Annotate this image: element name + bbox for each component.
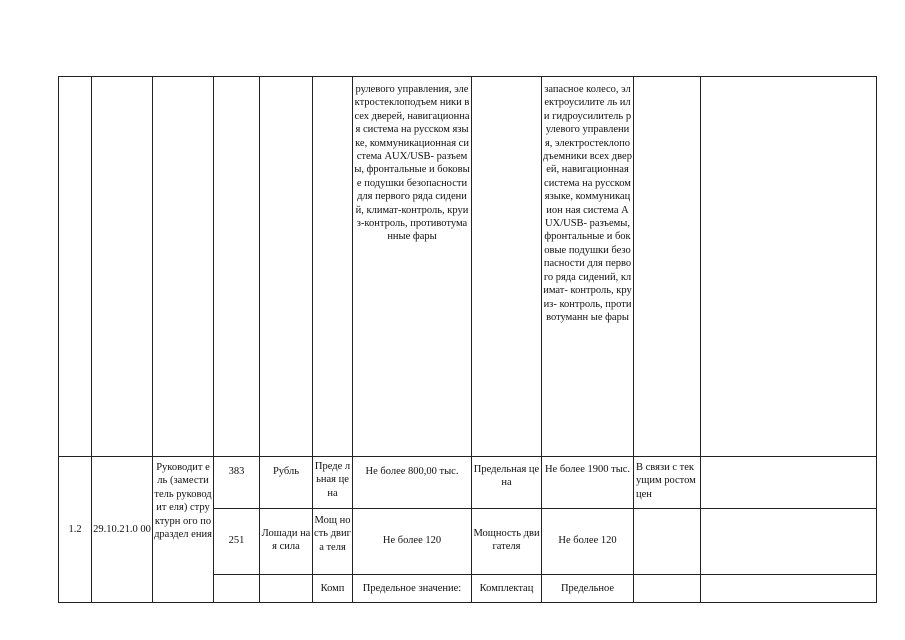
cell-char-name-2: Мощность двигателя xyxy=(472,509,542,575)
cell-extra xyxy=(701,457,877,509)
cell-number: 1.2 xyxy=(59,457,92,603)
requirements-table xyxy=(58,76,877,603)
cell-char-name: Преде льная цена xyxy=(313,457,353,509)
cell-characteristic-value-2: Не более 120 xyxy=(542,509,634,575)
cell-characteristic-value-2: запасное колесо, электроусилите ль или гидроусилитель рулевого управления, электростеклопо дъемники всех дверей, навигационная система на русском языке, коммуникацион ная система AUX/USB- разъемы, фронтальные и боковые подушки безопасности для первого ряда сидений, климат- контроль, круиз- контроль, противотуманн ые фары xyxy=(542,77,634,457)
cell-unit: Рубль xyxy=(260,457,313,509)
cell-char-name: Мощ ность двига теля xyxy=(313,509,353,575)
cell-char-name-2: Предельная цена xyxy=(472,457,542,509)
table-row-continuation xyxy=(59,77,877,457)
cell-characteristic-value: Не более 800,00 тыс. xyxy=(353,457,472,509)
cell-char-name: Комп xyxy=(313,575,353,603)
cell-okei-code: 383 xyxy=(214,457,260,509)
cell-code: 29.10.21.0 00 xyxy=(92,457,153,603)
cell-justification xyxy=(634,575,701,603)
cell-char-name xyxy=(313,77,353,457)
cell-okei-code xyxy=(214,77,260,457)
cell-unit: Лошади ная сила xyxy=(260,509,313,575)
cell-number xyxy=(59,77,92,457)
cell-justification xyxy=(634,509,701,575)
cell-characteristic-value-2: Не более 1900 тыс. xyxy=(542,457,634,509)
cell-position xyxy=(153,77,214,457)
cell-code xyxy=(92,77,153,457)
cell-okei-code xyxy=(214,575,260,603)
cell-characteristic-value: Предельное значение: xyxy=(353,575,472,603)
cell-position: Руководит ель (замести тель руководит еля) структурн ого подраздел ения xyxy=(153,457,214,603)
cell-justification: В связи с текущим ростом цен xyxy=(634,457,701,509)
cell-justification xyxy=(634,77,701,457)
table-row-1-2-price xyxy=(59,457,877,509)
cell-characteristic-value: Не более 120 xyxy=(353,509,472,575)
cell-okei-code: 251 xyxy=(214,509,260,575)
cell-extra xyxy=(701,509,877,575)
cell-unit xyxy=(260,575,313,603)
cell-char-name-2: Комплектац xyxy=(472,575,542,603)
cell-characteristic-value: рулевого управления, электростеклоподъем ники всех дверей, навигационная система на русском языке, коммуникационная система AUX/USB- разъемы, фронтальные и боковые подушки безопасности для первого ряда сидений, климат-контроль, круиз-контроль, противотуманные фары xyxy=(353,77,472,457)
cell-char-name-2 xyxy=(472,77,542,457)
cell-characteristic-value-2: Предельное xyxy=(542,575,634,603)
cell-extra xyxy=(701,575,877,603)
cell-extra xyxy=(701,77,877,457)
cell-unit xyxy=(260,77,313,457)
